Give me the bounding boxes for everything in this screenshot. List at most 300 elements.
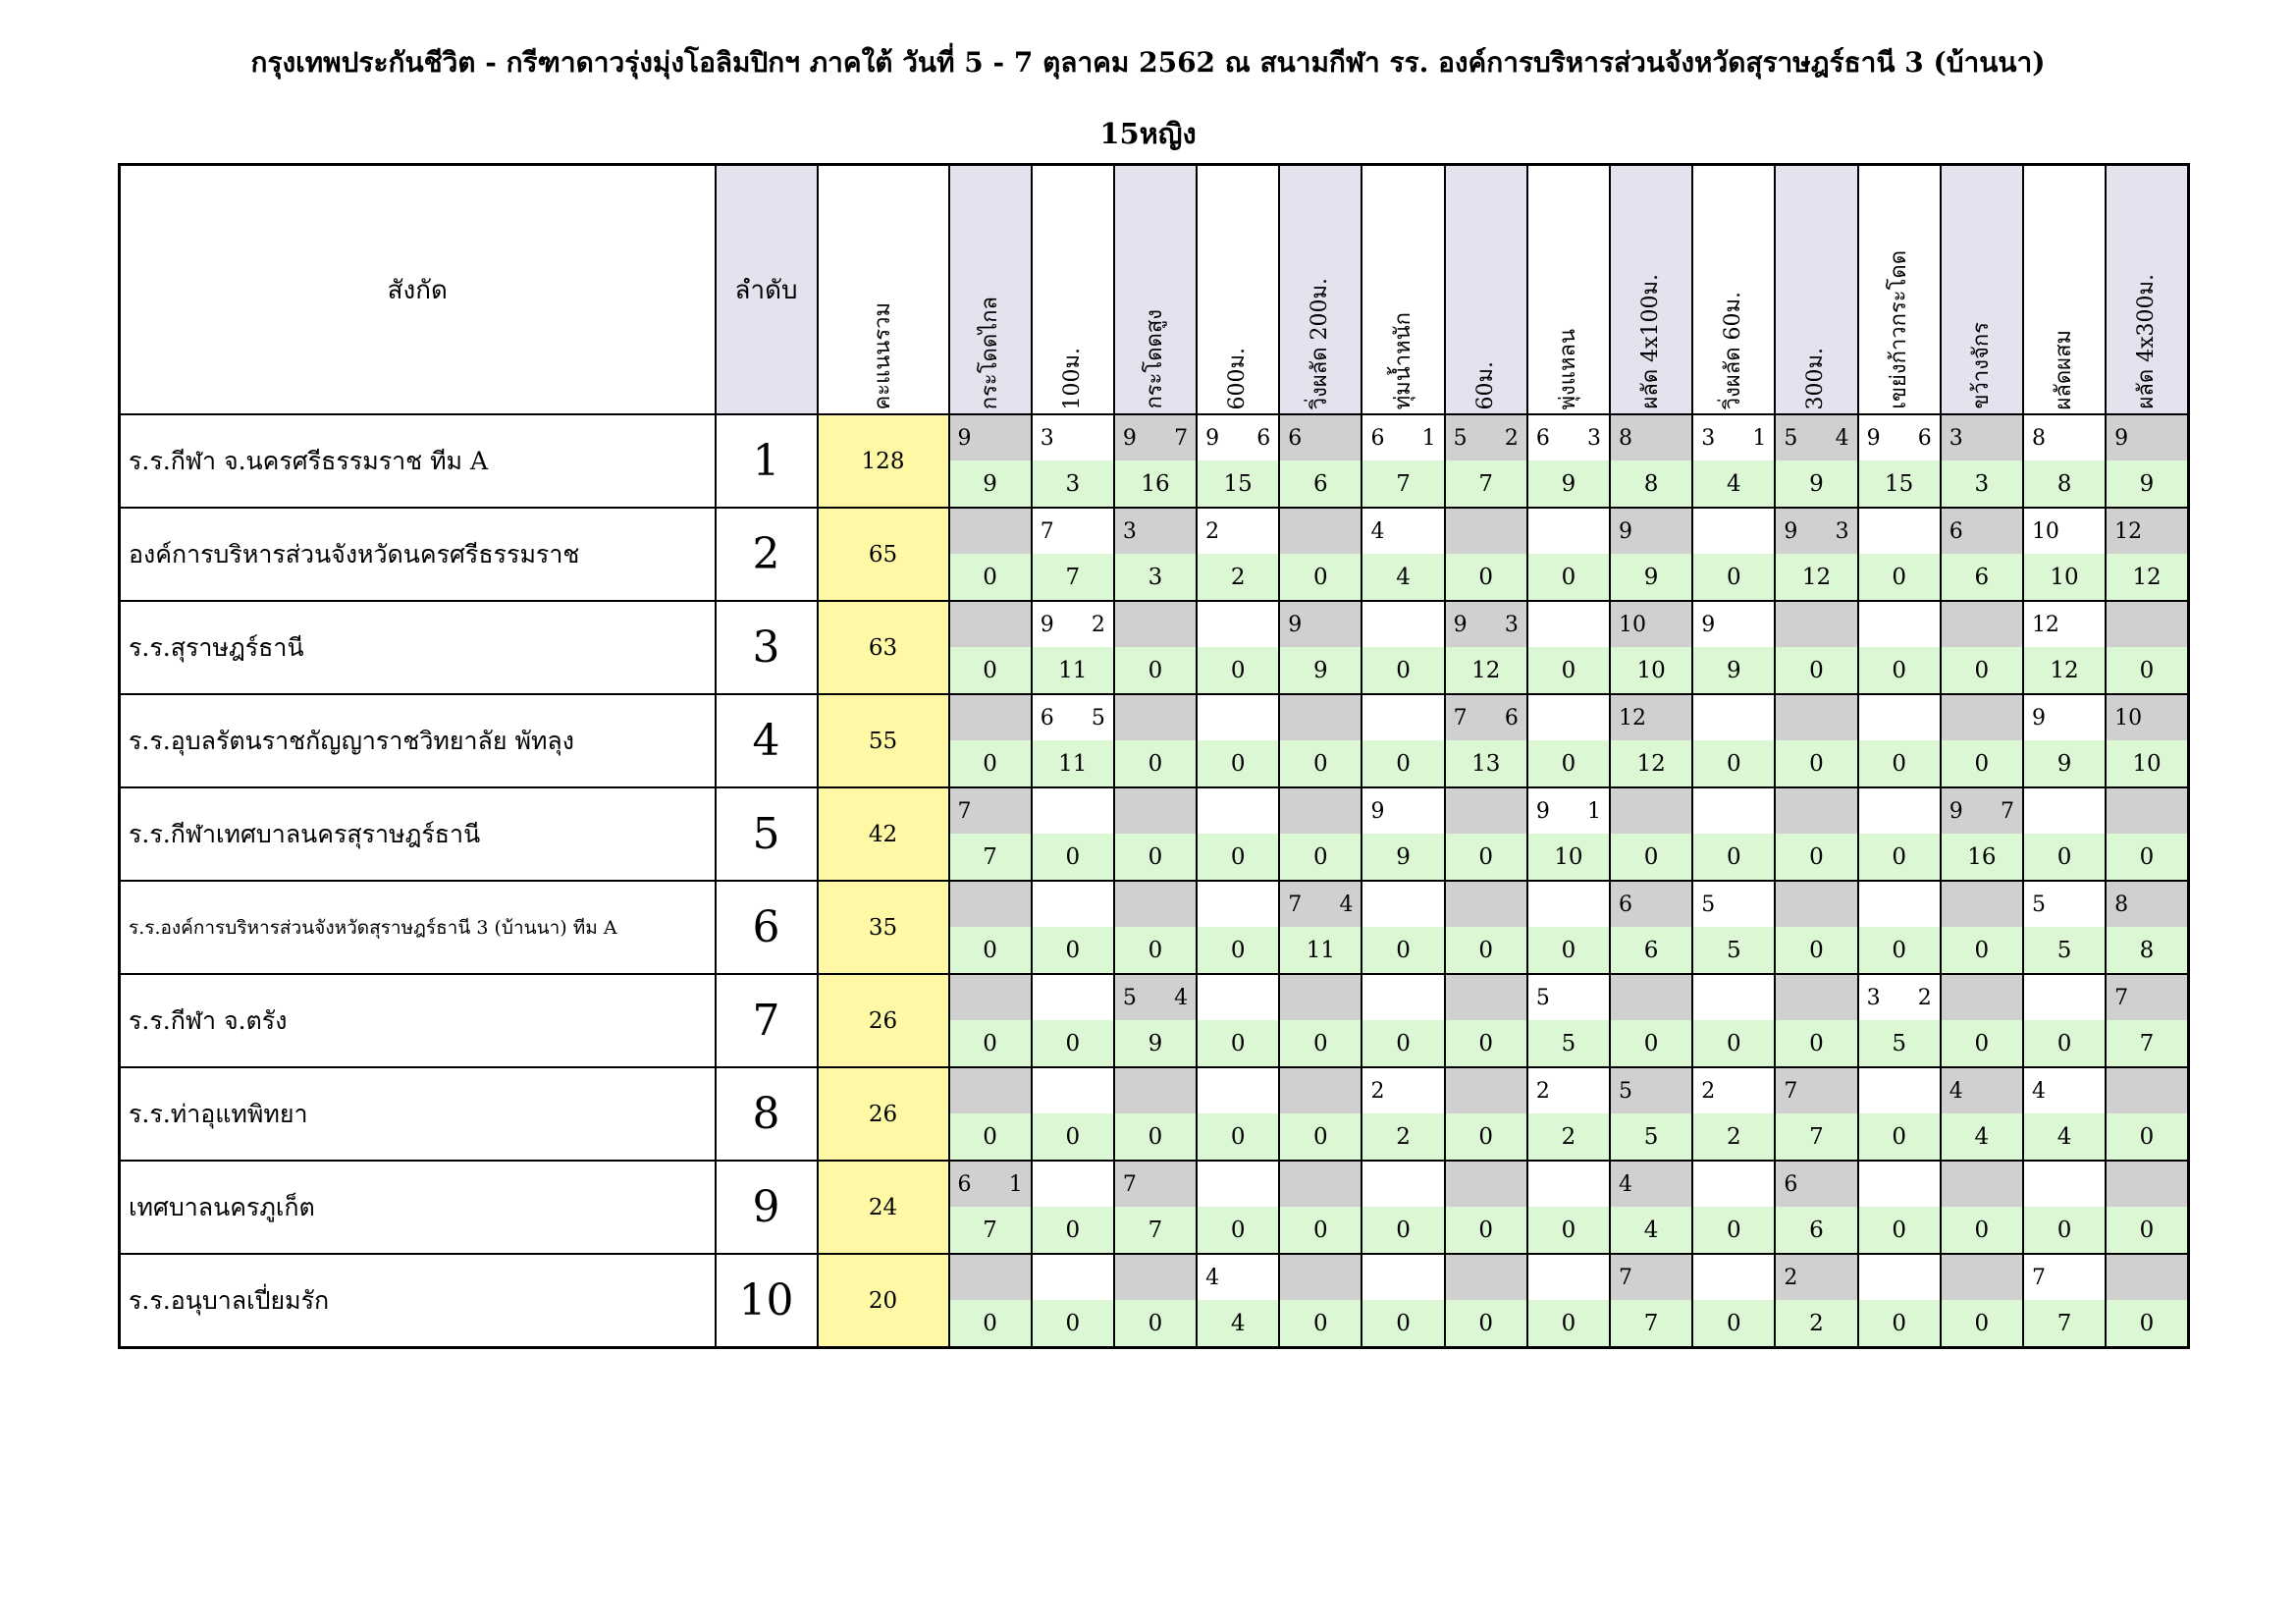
placing-first: 10: [1619, 612, 1646, 637]
placing-cell: [1032, 1161, 1114, 1207]
points-cell: 0: [1197, 927, 1279, 974]
placing-cell: [1858, 414, 1941, 460]
placing-first: 9: [1619, 518, 1632, 544]
placing-cell: [1527, 601, 1610, 647]
placing-first: 7: [1288, 892, 1303, 917]
placing-cell: [1941, 1254, 2023, 1300]
placing-second: 4: [1339, 892, 1354, 917]
points-cell: 9: [1362, 834, 1444, 881]
points-cell: 0: [1941, 1300, 2023, 1348]
placing-first: 12: [2031, 612, 2059, 637]
placing-cell: [1775, 414, 1857, 460]
school-name: ร.ร.องค์การบริหารส่วนจังหวัดสุราษฎร์ธานี 3 (บ้านนา) ทีม A: [120, 881, 716, 974]
header-event: 600ม.: [1197, 165, 1279, 415]
placing-first: 9: [1370, 798, 1385, 824]
points-cell: 0: [1692, 1300, 1775, 1348]
placing-second: 3: [1835, 518, 1849, 544]
points-cell: 7: [949, 834, 1032, 881]
placing-first: 9: [1784, 518, 1798, 544]
placing-cell: [2106, 974, 2188, 1020]
placing-first: 7: [2031, 1265, 2046, 1290]
table-row: [120, 694, 2189, 740]
placing-cell: [1362, 787, 1444, 834]
placing-cell: [1032, 881, 1114, 927]
placing-cell: [1197, 601, 1279, 647]
placing-first: 5: [1122, 985, 1137, 1010]
placing-cell: [1775, 694, 1857, 740]
points-cell: 0: [1445, 1207, 1527, 1254]
placing-cell: [1114, 414, 1197, 460]
points-cell: 11: [1032, 740, 1114, 787]
points-cell: 9: [1527, 460, 1610, 508]
placing-first: 3: [1701, 425, 1716, 451]
placing-first: 5: [1784, 425, 1798, 451]
points-cell: 2: [1527, 1113, 1610, 1161]
points-cell: 7: [1362, 460, 1444, 508]
placing-first: 7: [1453, 705, 1468, 731]
placing-cell: [1527, 508, 1610, 554]
header-event: พุ่งแหลน: [1527, 165, 1610, 415]
points-cell: 0: [1445, 1020, 1527, 1067]
points-cell: 8: [2023, 460, 2106, 508]
placing-cell: [1445, 694, 1527, 740]
placing-cell: [1279, 1161, 1362, 1207]
total-score: 26: [818, 974, 949, 1067]
points-cell: 0: [1445, 1300, 1527, 1348]
points-cell: 10: [2023, 554, 2106, 601]
points-cell: 9: [949, 460, 1032, 508]
points-cell: 4: [1941, 1113, 2023, 1161]
points-cell: 0: [1941, 927, 2023, 974]
placing-cell: [1610, 414, 1692, 460]
total-score: 35: [818, 881, 949, 974]
placing-first: 9: [1122, 425, 1137, 451]
points-cell: 0: [1692, 740, 1775, 787]
points-cell: 16: [1941, 834, 2023, 881]
placing-cell: [1362, 1254, 1444, 1300]
points-cell: 0: [1279, 554, 1362, 601]
points-cell: 0: [1527, 1300, 1610, 1348]
placing-second: 3: [1504, 612, 1519, 637]
points-cell: 0: [1692, 1207, 1775, 1254]
placing-cell: [2023, 1254, 2106, 1300]
points-cell: 7: [1445, 460, 1527, 508]
placing-cell: [2106, 881, 2188, 927]
points-cell: 0: [1032, 927, 1114, 974]
placing-first: 9: [1949, 798, 1963, 824]
points-cell: 3: [1114, 554, 1197, 601]
placing-cell: [2023, 881, 2106, 927]
placing-first: 3: [1866, 985, 1881, 1010]
placing-first: 2: [1370, 1078, 1385, 1104]
placing-cell: [2023, 787, 2106, 834]
results-body: [120, 414, 2189, 1348]
header-event: ผลัด 4x100ม.: [1610, 165, 1692, 415]
placing-second: 1: [1421, 425, 1436, 451]
placing-cell: [1692, 881, 1775, 927]
placing-cell: [1197, 414, 1279, 460]
points-cell: 0: [1775, 740, 1857, 787]
placing-cell: [1527, 1067, 1610, 1113]
placing-first: 9: [2114, 425, 2129, 451]
placing-first: 7: [957, 798, 972, 824]
header-event: 100ม.: [1032, 165, 1114, 415]
placing-first: 6: [1288, 425, 1303, 451]
points-cell: 9: [1775, 460, 1857, 508]
placing-cell: [1279, 414, 1362, 460]
placing-first: 6: [1949, 518, 1963, 544]
points-cell: 0: [1527, 647, 1610, 694]
placing-cell: [1610, 1161, 1692, 1207]
placing-second: 4: [1835, 425, 1849, 451]
placing-cell: [1775, 508, 1857, 554]
placing-cell: [1445, 881, 1527, 927]
placing-cell: [1032, 508, 1114, 554]
placing-cell: [1858, 508, 1941, 554]
category-label: 15หญิง: [1099, 117, 1197, 150]
rank-number: 2: [716, 508, 818, 601]
placing-first: 8: [1619, 425, 1632, 451]
placing-cell: [1858, 601, 1941, 647]
placing-cell: [1775, 974, 1857, 1020]
placing-cell: [1279, 881, 1362, 927]
points-cell: 0: [1527, 1207, 1610, 1254]
placing-cell: [1858, 1161, 1941, 1207]
points-cell: 4: [1692, 460, 1775, 508]
placing-first: 9: [1453, 612, 1468, 637]
placing-cell: [1692, 1067, 1775, 1113]
placing-cell: [1362, 1067, 1444, 1113]
rank-number: 7: [716, 974, 818, 1067]
placing-second: 1: [1008, 1171, 1023, 1197]
points-cell: 0: [1279, 1207, 1362, 1254]
points-cell: 0: [1858, 1207, 1941, 1254]
points-cell: 8: [1610, 460, 1692, 508]
points-cell: 0: [1197, 1020, 1279, 1067]
placing-first: 5: [1535, 985, 1550, 1010]
points-cell: 6: [1775, 1207, 1857, 1254]
placing-first: 4: [2031, 1078, 2046, 1104]
header-event: ผลัด 4x300ม.: [2106, 165, 2188, 415]
points-cell: 0: [1279, 834, 1362, 881]
placing-cell: [1610, 601, 1692, 647]
placing-first: 7: [1619, 1265, 1632, 1290]
school-name: ร.ร.อุบลรัตนราชกัญญาราชวิทยาลัย พัทลุง: [120, 694, 716, 787]
points-cell: 9: [2106, 460, 2188, 508]
placing-cell: [1114, 974, 1197, 1020]
points-cell: 9: [1114, 1020, 1197, 1067]
placing-cell: [1941, 881, 2023, 927]
placing-second: 4: [1174, 985, 1189, 1010]
placing-cell: [1114, 601, 1197, 647]
header-event: วิ่งผลัด 60ม.: [1692, 165, 1775, 415]
points-cell: 5: [1527, 1020, 1610, 1067]
points-cell: 0: [949, 1300, 1032, 1348]
placing-cell: [1114, 881, 1197, 927]
placing-cell: [949, 1067, 1032, 1113]
placing-first: 3: [1040, 425, 1054, 451]
total-score: 20: [818, 1254, 949, 1348]
header-school: สังกัด: [120, 165, 716, 415]
points-cell: 5: [1692, 927, 1775, 974]
points-cell: 0: [1858, 647, 1941, 694]
placing-cell: [1692, 508, 1775, 554]
placing-cell: [1032, 694, 1114, 740]
placing-cell: [1362, 601, 1444, 647]
placing-cell: [1610, 974, 1692, 1020]
placing-cell: [1445, 1067, 1527, 1113]
placing-cell: [1858, 881, 1941, 927]
placing-cell: [1279, 508, 1362, 554]
placing-cell: [1692, 601, 1775, 647]
points-cell: 0: [1858, 740, 1941, 787]
placing-first: 4: [1370, 518, 1385, 544]
school-name: ร.ร.สุราษฎร์ธานี: [120, 601, 716, 694]
placing-second: 6: [1504, 705, 1519, 731]
points-cell: 0: [1775, 927, 1857, 974]
points-cell: 2: [1197, 554, 1279, 601]
points-cell: 9: [1692, 647, 1775, 694]
placing-cell: [1941, 694, 2023, 740]
school-name: ร.ร.กีฬา จ.ตรัง: [120, 974, 716, 1067]
placing-cell: [1858, 694, 1941, 740]
placing-second: 3: [1587, 425, 1601, 451]
placing-cell: [1775, 1067, 1857, 1113]
points-cell: 6: [1279, 460, 1362, 508]
table-row: [120, 1161, 2189, 1207]
placing-first: 2: [1701, 1078, 1716, 1104]
points-cell: 3: [1941, 460, 2023, 508]
points-cell: 7: [2106, 1020, 2188, 1067]
points-cell: 0: [1445, 927, 1527, 974]
points-cell: 12: [1445, 647, 1527, 694]
points-cell: 0: [1197, 1207, 1279, 1254]
points-cell: 0: [1362, 740, 1444, 787]
placing-cell: [1858, 1067, 1941, 1113]
points-cell: 0: [1197, 1113, 1279, 1161]
placing-second: 7: [1174, 425, 1189, 451]
placing-cell: [1445, 508, 1527, 554]
placing-first: 9: [1535, 798, 1550, 824]
points-cell: 5: [1610, 1113, 1692, 1161]
points-cell: 0: [1279, 1300, 1362, 1348]
points-cell: 12: [2106, 554, 2188, 601]
points-cell: 2: [1692, 1113, 1775, 1161]
points-cell: 4: [2023, 1113, 2106, 1161]
points-cell: 0: [1114, 927, 1197, 974]
table-row: [120, 881, 2189, 927]
total-score: 26: [818, 1067, 949, 1161]
rank-number: 8: [716, 1067, 818, 1161]
points-cell: 0: [1362, 927, 1444, 974]
placing-cell: [1032, 974, 1114, 1020]
points-cell: 0: [1362, 1300, 1444, 1348]
points-cell: 0: [1775, 1020, 1857, 1067]
placing-cell: [1692, 787, 1775, 834]
placing-cell: [1692, 694, 1775, 740]
total-score: 63: [818, 601, 949, 694]
points-cell: 4: [1610, 1207, 1692, 1254]
placing-cell: [1362, 881, 1444, 927]
placing-cell: [1197, 1067, 1279, 1113]
points-cell: 0: [1445, 554, 1527, 601]
placing-cell: [1858, 787, 1941, 834]
points-cell: 0: [1114, 647, 1197, 694]
points-cell: 0: [1527, 927, 1610, 974]
points-cell: 0: [1858, 1113, 1941, 1161]
points-cell: 0: [1775, 834, 1857, 881]
school-name: ร.ร.ท่าอุแทพิทยา: [120, 1067, 716, 1161]
placing-first: 4: [1949, 1078, 1963, 1104]
placing-cell: [2023, 414, 2106, 460]
school-name: ร.ร.อนุบาลเปี่ยมรัก: [120, 1254, 716, 1348]
rank-number: 9: [716, 1161, 818, 1254]
table-row: [120, 1067, 2189, 1113]
total-score: 128: [818, 414, 949, 508]
points-cell: 6: [1941, 554, 2023, 601]
header-event: 300ม.: [1775, 165, 1857, 415]
placing-first: 9: [2031, 705, 2046, 731]
points-cell: 0: [1362, 647, 1444, 694]
placing-second: 5: [1091, 705, 1105, 731]
placing-second: 2: [1917, 985, 1932, 1010]
header-event: กระโดดสูง: [1114, 165, 1197, 415]
points-cell: 0: [949, 554, 1032, 601]
header-rank: ลำดับ: [716, 165, 818, 415]
placing-cell: [949, 974, 1032, 1020]
placing-cell: [1692, 974, 1775, 1020]
table-row: [120, 601, 2189, 647]
points-cell: 10: [2106, 740, 2188, 787]
header-total-label: คะแนนรวม: [870, 301, 895, 409]
points-cell: 4: [1197, 1300, 1279, 1348]
points-cell: 0: [1445, 1113, 1527, 1161]
points-cell: 7: [1032, 554, 1114, 601]
header-event: กระโดดไกล: [949, 165, 1032, 415]
points-cell: 4: [1362, 554, 1444, 601]
points-cell: 0: [949, 647, 1032, 694]
placing-cell: [1362, 508, 1444, 554]
placing-cell: [1775, 601, 1857, 647]
points-cell: 0: [1362, 1020, 1444, 1067]
placing-cell: [1114, 1254, 1197, 1300]
placing-cell: [2023, 1067, 2106, 1113]
placing-first: 6: [957, 1171, 972, 1197]
points-cell: 0: [1692, 554, 1775, 601]
placing-cell: [2023, 508, 2106, 554]
points-cell: 11: [1032, 647, 1114, 694]
points-cell: 0: [1279, 740, 1362, 787]
placing-cell: [949, 881, 1032, 927]
rank-number: 6: [716, 881, 818, 974]
points-cell: 7: [1775, 1113, 1857, 1161]
school-name: ร.ร.กีฬา จ.นครศรีธรรมราช ทีม A: [120, 414, 716, 508]
placing-cell: [1941, 601, 2023, 647]
placing-cell: [1941, 414, 2023, 460]
points-cell: 10: [1610, 647, 1692, 694]
rank-number: 3: [716, 601, 818, 694]
points-cell: 0: [2023, 1020, 2106, 1067]
school-name: องค์การบริหารส่วนจังหวัดนครศรีธรรมราช: [120, 508, 716, 601]
placing-first: 9: [1040, 612, 1054, 637]
placing-cell: [1527, 694, 1610, 740]
points-cell: 9: [1610, 554, 1692, 601]
placing-cell: [1032, 601, 1114, 647]
points-cell: 0: [1197, 740, 1279, 787]
placing-cell: [1362, 694, 1444, 740]
placing-cell: [2023, 601, 2106, 647]
placing-cell: [1114, 1161, 1197, 1207]
placing-first: 5: [1453, 425, 1468, 451]
points-cell: 0: [1032, 1300, 1114, 1348]
school-name: ร.ร.กีฬาเทศบาลนครสุราษฎร์ธานี: [120, 787, 716, 881]
points-cell: 10: [1527, 834, 1610, 881]
placing-second: 2: [1504, 425, 1519, 451]
placing-cell: [1445, 1161, 1527, 1207]
placing-cell: [949, 414, 1032, 460]
points-cell: 0: [1362, 1207, 1444, 1254]
points-cell: 12: [1775, 554, 1857, 601]
points-cell: 0: [1032, 1113, 1114, 1161]
points-cell: 11: [1279, 927, 1362, 974]
placing-second: 1: [1752, 425, 1767, 451]
points-cell: 3: [1032, 460, 1114, 508]
placing-cell: [1279, 1254, 1362, 1300]
points-cell: 0: [1858, 927, 1941, 974]
points-cell: 0: [1114, 1300, 1197, 1348]
placing-cell: [1692, 1254, 1775, 1300]
points-cell: 13: [1445, 740, 1527, 787]
placing-cell: [2023, 1161, 2106, 1207]
placing-first: 2: [1205, 518, 1220, 544]
placing-first: 4: [1205, 1265, 1220, 1290]
placing-cell: [1279, 1067, 1362, 1113]
total-score: 55: [818, 694, 949, 787]
placing-first: 3: [1122, 518, 1137, 544]
placing-cell: [1610, 694, 1692, 740]
header-event: ทุ่มน้ำหนัก: [1362, 165, 1444, 415]
points-cell: 0: [2023, 1207, 2106, 1254]
points-cell: 0: [2106, 834, 2188, 881]
placing-cell: [1279, 974, 1362, 1020]
points-cell: 12: [1610, 740, 1692, 787]
points-cell: 0: [1114, 740, 1197, 787]
placing-cell: [1197, 694, 1279, 740]
points-cell: 0: [2106, 647, 2188, 694]
points-cell: 0: [1032, 1207, 1114, 1254]
placing-first: 12: [2114, 518, 2143, 544]
placing-second: 2: [1091, 612, 1105, 637]
points-cell: 0: [1858, 1300, 1941, 1348]
placing-cell: [1775, 787, 1857, 834]
points-cell: 7: [1610, 1300, 1692, 1348]
placing-cell: [1692, 1161, 1775, 1207]
rank-number: 1: [716, 414, 818, 508]
points-cell: 0: [2106, 1300, 2188, 1348]
placing-cell: [1610, 881, 1692, 927]
placing-cell: [2106, 694, 2188, 740]
placing-cell: [1279, 694, 1362, 740]
placing-second: 7: [2000, 798, 2014, 824]
placing-cell: [949, 508, 1032, 554]
placing-cell: [2106, 787, 2188, 834]
placing-first: 7: [1784, 1078, 1798, 1104]
placing-first: 7: [1122, 1171, 1137, 1197]
placing-cell: [2023, 694, 2106, 740]
total-score: 24: [818, 1161, 949, 1254]
points-cell: 0: [1692, 834, 1775, 881]
placing-first: 7: [2114, 985, 2129, 1010]
